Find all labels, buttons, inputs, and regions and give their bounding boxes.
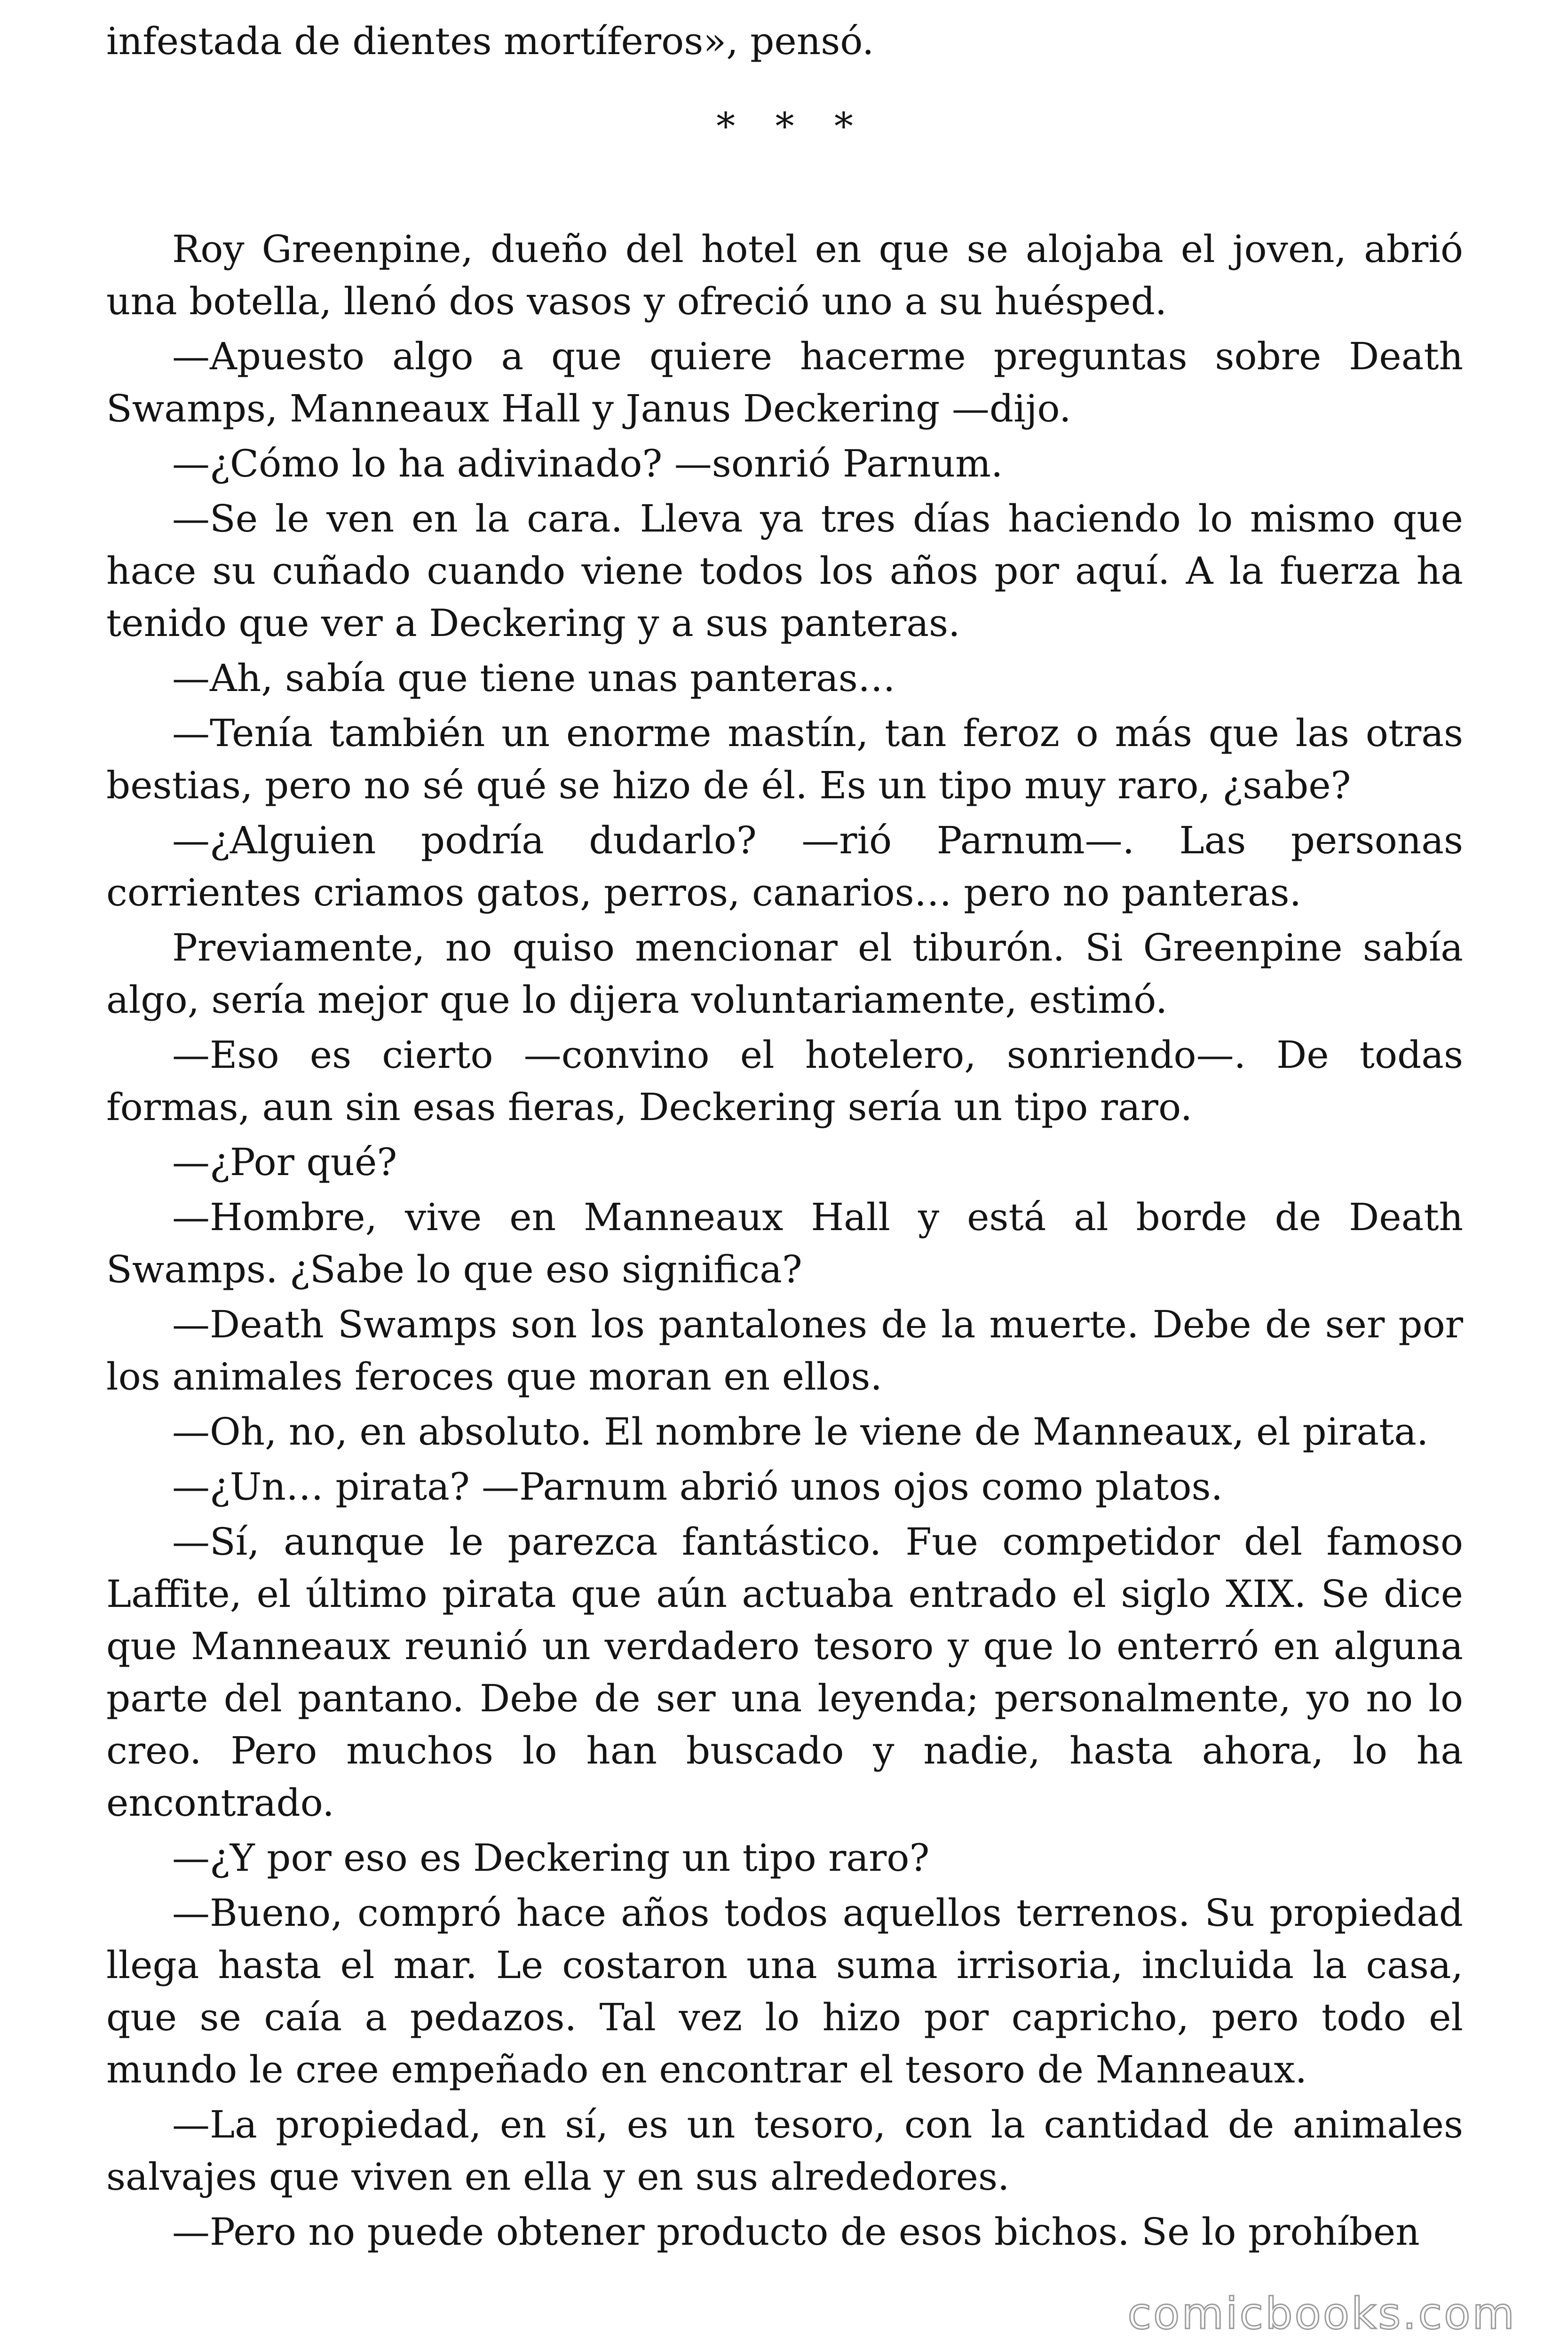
paragraph: —Apuesto algo a que quiere hacerme preguntas sobre Death Swamps, Manneaux Hall y Janus Deckering —dijo. <box>106 334 1463 430</box>
paragraph: Roy Greenpine, dueño del hotel en que se alojaba el joven, abrió una botella, llenó dos vasos y ofreció uno a su huésped. <box>106 227 1463 323</box>
opening-line: infestada de dientes mortíferos», pensó. <box>106 19 874 63</box>
paragraph: —¿Y por eso es Deckering un tipo raro? <box>172 1836 930 1880</box>
paragraph: —¿Alguien podría dudarlo? —rió Parnum—. Las personas corrientes criamos gatos, perros, canarios… pero no panteras. <box>106 818 1463 914</box>
watermark-logo: comicbooks.com <box>1127 2288 1516 2339</box>
section-separator: * * * <box>716 104 867 148</box>
paragraph: —Se le ven en la cara. Lleva ya tres días haciendo lo mismo que hace su cuñado cuando viene todos los años por aquí. A la fuerza ha tenido que ver a Deckering y a sus panteras. <box>106 497 1463 645</box>
page-text <box>106 15 1463 2258</box>
paragraph: —Hombre, vive en Manneaux Hall y está al borde de Death Swamps. ¿Sabe lo que eso significa? <box>106 1195 1463 1291</box>
paragraph: —Ah, sabía que tiene unas panteras… <box>172 656 895 700</box>
paragraph: —Oh, no, en absoluto. El nombre le viene de Manneaux, el pirata. <box>172 1410 1429 1454</box>
paragraph: —¿Cómo lo ha adivinado? —sonrió Parnum. <box>172 442 1003 485</box>
paragraph: —Eso es cierto —convino el hotelero, sonriendo—. De todas formas, aun sin esas fieras, Deckering sería un tipo raro. <box>106 1033 1463 1129</box>
paragraph: —Sí, aunque le parezca fantástico. Fue competidor del famoso Laffite, el último pirata que aún actuaba entrado el siglo XIX. Se dice que Manneaux reunió un verdadero tesoro y que lo enterró en alguna parte del pantano. Debe de ser una leyenda; personalmente, yo no lo creo. Pero muchos lo han buscado y nadie, hasta ahora, lo ha encontrado. <box>106 1520 1463 1825</box>
paragraph: —Death Swamps son los pantalones de la muerte. Debe de ser por los animales feroces que moran en ellos. <box>106 1303 1463 1398</box>
paragraph: —Tenía también un enorme mastín, tan feroz o más que las otras bestias, pero no sé qué se hizo de él. Es un tipo muy raro, ¿sabe? <box>106 711 1463 807</box>
paragraph: —Pero no puede obtener producto de esos bichos. Se lo prohíben <box>172 2210 1420 2254</box>
paragraph: —¿Por qué? <box>172 1140 397 1184</box>
paragraph: —Bueno, compró hace años todos aquellos terrenos. Su propiedad llega hasta el mar. Le costaron una suma irrisoria, incluida la casa, que se caía a pedazos. Tal vez lo hizo por capricho, pero todo el mundo le cree empeñado en encontrar el tesoro de Manneaux. <box>106 1891 1463 2091</box>
paragraph: Previamente, no quiso mencionar el tiburón. Si Greenpine sabía algo, sería mejor que lo dijera voluntariamente, estimó. <box>106 926 1463 1022</box>
paragraph: —¿Un… pirata? —Parnum abrió unos ojos como platos. <box>172 1465 1223 1509</box>
paragraph: —La propiedad, en sí, es un tesoro, con la cantidad de animales salvajes que viven en ella y en sus alrededores. <box>106 2103 1463 2199</box>
